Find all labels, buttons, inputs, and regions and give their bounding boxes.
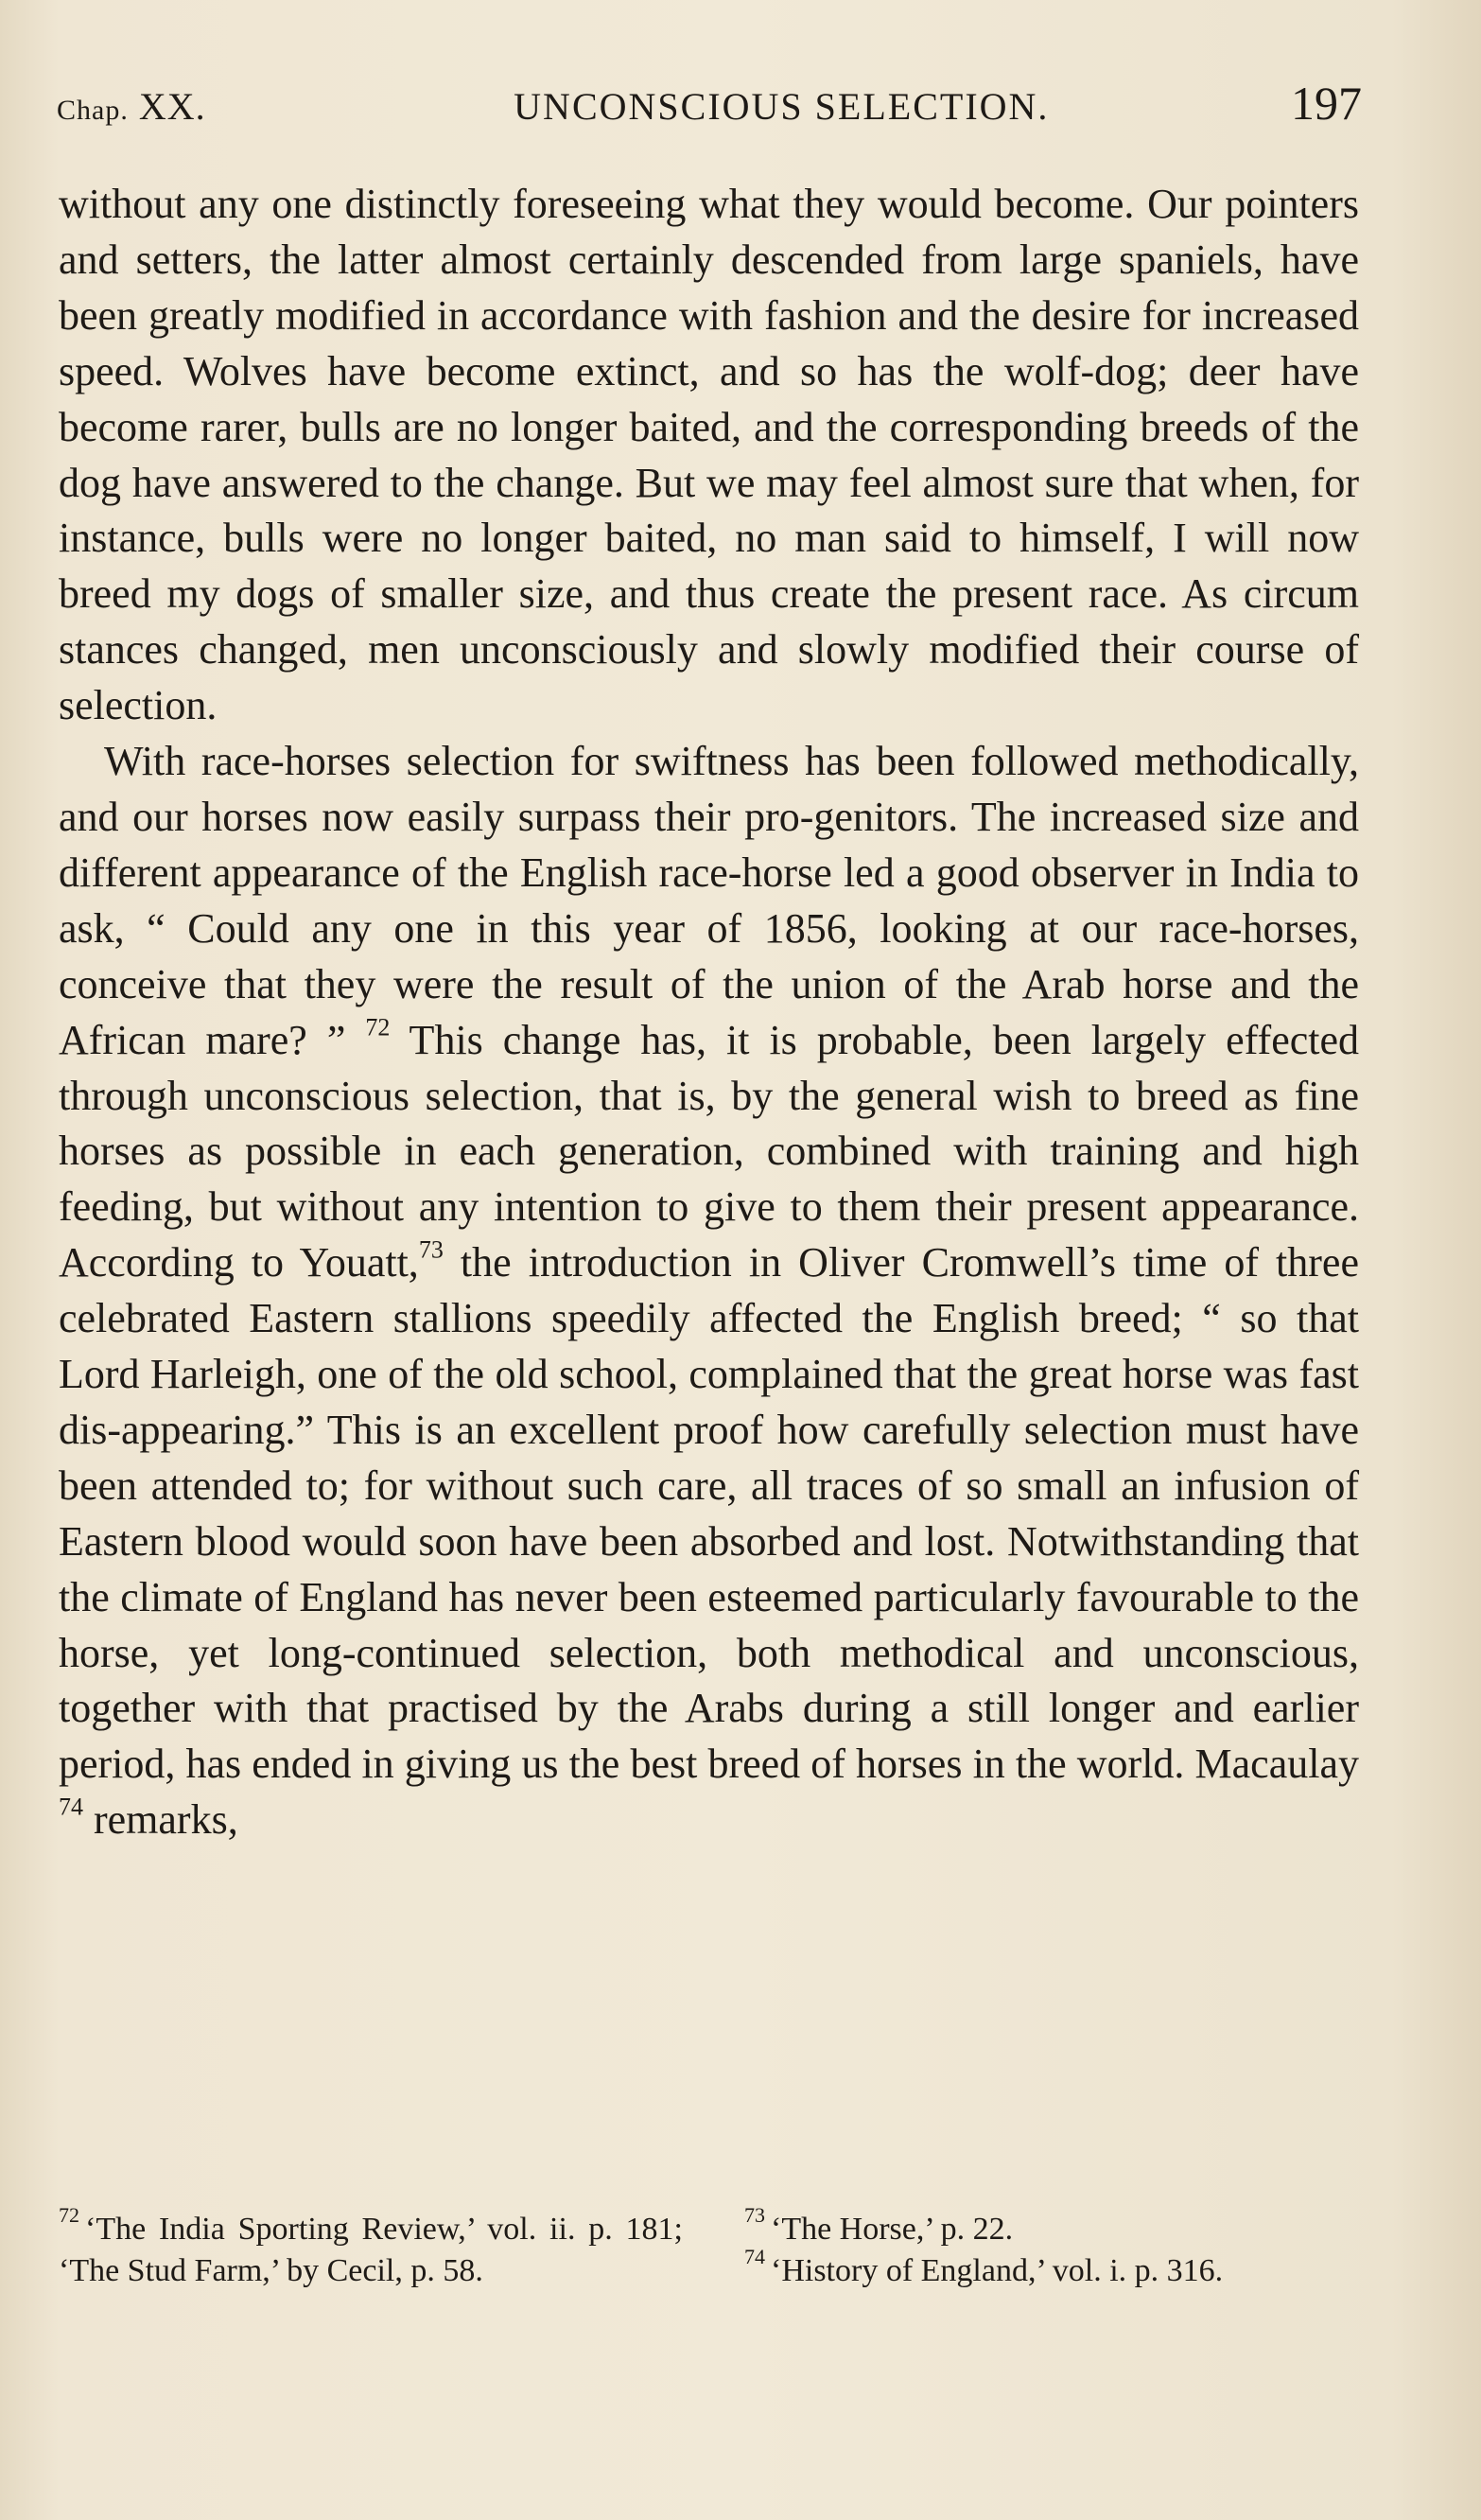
footnote-73-text: ‘The Horse,’ p. 22.	[771, 2212, 1014, 2247]
footnote-74-text: ‘History of England,’ vol. i. p. 316.	[771, 2253, 1224, 2288]
paragraph-1: without any one distinctly foreseeing what they would become. Our pointers and setters, the latter almost certainly descended from large spaniels, have been greatly modified in accordance with fashion and the desire for increased speed. Wolves have become extinct, and so has the wolf-dog; deer have become rarer, bulls are no longer baited, and the corresponding breeds of the dog have answered to the change. But we may feel almost sure that when, for instance, bulls were no longer baited, no man said to himself, I will now breed my dogs of smaller size, and thus create the present race. As circum stances changed, men unconsciously and slowly modified their course of selection.	[59, 181, 1359, 729]
footnote-73-mark: 73	[744, 2203, 765, 2228]
page-number: 197	[1290, 77, 1362, 130]
paragraph-2-part-d: remarks,	[83, 1796, 238, 1844]
chapter-prefix: Chap.	[57, 95, 129, 126]
paragraph-2-part-b: This change has, it is probable, been largely effected through unconscious selection, that is, by the general wish to breed as fine horses as possible in each generation, combined with training and high feeding, but without any intention to give to them their present appearance. According to Youatt,	[59, 1016, 1360, 1286]
footnote-74	[744, 2245, 1359, 2292]
footnote-ref-73: 73	[418, 1235, 444, 1264]
footnote-column-right	[744, 2203, 1359, 2292]
footnote-ref-74: 74	[59, 1793, 83, 1821]
running-head	[57, 76, 1362, 142]
chapter-label	[57, 84, 206, 129]
footnotes	[59, 2203, 1359, 2292]
footnote-ref-72: 72	[365, 1013, 391, 1041]
chapter-number: XX.	[138, 85, 206, 128]
paragraph-2-part-c: the introduction in Oliver Cromwell’s time of three celebrated Eastern stallions speedily affected the English breed; “ so that Lord Harleigh, one of the old school, complained that the great horse was fast dis-appearing.” This is an excellent proof how carefully selection must have been attended to; for without such care, all traces of so small an infusion of Eastern blood would soon have been absorbed and lost. Notwithstanding that the climate of England has never been esteemed particularly favourable to the horse, yet long-continued selection, both methodical and unconscious, together with that practised by the Arabs during a still longer and earlier period, has ended in giving us the best breed of horses in the world. Macaulay	[59, 1239, 1359, 1788]
running-title: UNCONSCIOUS SELECTION.	[514, 85, 1050, 128]
footnote-72	[59, 2203, 683, 2292]
body-text	[59, 177, 1359, 1848]
footnote-73	[744, 2203, 1359, 2250]
paragraph-2	[59, 734, 1359, 1848]
footnote-72-text: ‘The India Sporting Review,’ vol. ii. p. 181; ‘The Stud Farm,’ by Cecil, p. 58.	[59, 2212, 683, 2288]
footnote-column-left	[59, 2203, 683, 2292]
paragraph-2-part-a: With race-horses selection for swiftness has been followed methodically, and our horses now easily surpass their pro-genitors. The increased size and different appearance of the English race-horse led a good observer in India to ask, “ Could any one in this year of 1856, looking at our race-horses, conceive that they were the result of the union of the Arab horse and the African mare? ”	[59, 738, 1359, 1063]
footnote-72-mark: 72	[59, 2203, 79, 2228]
footnote-74-mark: 74	[744, 2245, 765, 2269]
